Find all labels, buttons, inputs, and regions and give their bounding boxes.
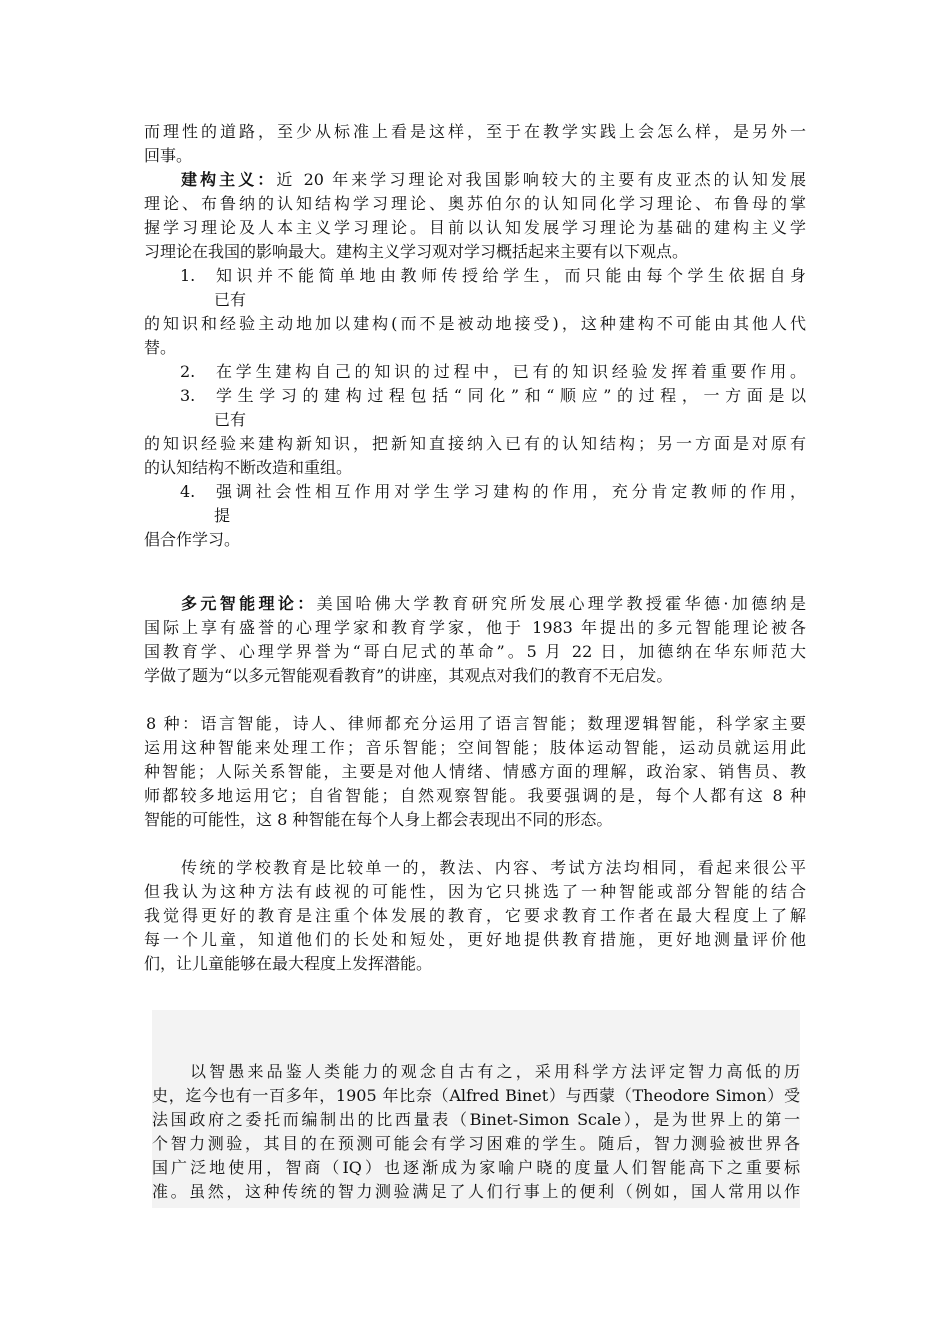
- document-body: [144, 120, 806, 976]
- paragraph-mi-first-line: [144, 592, 806, 616]
- list-item-wrap: 已有: [214, 410, 247, 429]
- text-line: 我觉得更好的教育是注重个体发展的教育，它要求教育工作者在最大程度上了解: [144, 906, 806, 925]
- text-line: 国际上享有盛誉的心理学家和教育学家，他于 1983 年提出的多元智能理论被各: [144, 618, 806, 637]
- text-line: 国教育学、心理学界誉为“哥白尼式的革命”。5 月 22 日，加德纳在华东师范大: [144, 642, 806, 661]
- text-line: 种智能；人际关系智能，主要是对他人情绪、情感方面的理解，政治家、销售员、教: [144, 762, 806, 781]
- text-line: 师都较多地运用它；自省智能；自然观察智能。我要强调的是，每个人都有这 8 种: [144, 786, 806, 805]
- text-span: 近 20 年来学习理论对我国影响较大的主要有皮亚杰的认知发展: [276, 170, 806, 189]
- text-line: 替。: [144, 338, 177, 357]
- heading-constructivism: 建构主义：: [181, 170, 277, 189]
- text-line: 国广泛地使用，智商（IQ）也逐渐成为家喻户晓的度量人们智能高下之重要标: [152, 1158, 800, 1177]
- list-item-wrap: 提: [214, 506, 231, 525]
- text-line: 的认知结构不断改造和重组。: [144, 458, 353, 477]
- text-line: 握学习理论及人本主义学习理论。目前以认知发展学习理论为基础的建构主义学: [144, 218, 806, 237]
- list-item-text: 强调社会性相互作用对学生学习建构的作用，充分肯定教师的作用，: [216, 482, 806, 501]
- list-item: [144, 264, 806, 288]
- text-line: 习理论在我国的影响最大。建构主义学习观对学习概括起来主要有以下观点。: [144, 242, 689, 261]
- list-item: [144, 360, 806, 384]
- text-line: 倡合作学习。: [144, 530, 241, 549]
- text-line: 而理性的道路，至少从标准上看是这样，至于在教学实践上会怎么样，是另外一: [144, 122, 806, 141]
- spacer: [144, 552, 806, 592]
- text-line: 智能的可能性，这 8 种智能在每个人身上都会表现出不同的形态。: [144, 810, 613, 829]
- list-item-wrap: 已有: [214, 290, 247, 309]
- text-line: 们，让儿童能够在最大程度上发挥潜能。: [144, 954, 433, 973]
- paragraph-constructivism-first-line: [144, 168, 806, 192]
- spacer: [144, 688, 806, 712]
- text-line: 个智力测验，其目的在预测可能会有学习困难的学生。随后，智力测验被世界各: [152, 1134, 800, 1153]
- list-item-text: 知识并不能简单地由教师传授给学生，而只能由每个学生依据自身: [216, 266, 806, 285]
- list-item: [144, 480, 806, 504]
- quote-block: [152, 1060, 800, 1204]
- text-span: 美国哈佛大学教育研究所发展心理学教授霍华德·加德纳是: [316, 594, 806, 613]
- text-line: 每一个儿童，知道他们的长处和短处，更好地提供教育措施，更好地测量评价他: [144, 930, 806, 949]
- list-number: 1.: [180, 266, 196, 285]
- list-item-text: 学生学习的建构过程包括“同化”和“顺应”的过程，一方面是以: [216, 386, 806, 405]
- text-line: 以智愚来品鉴人类能力的观念自古有之，采用科学方法评定智力高低的历: [190, 1062, 800, 1081]
- text-line: 8 种：语言智能，诗人、律师都充分运用了语言智能；数理逻辑智能，科学家主要: [146, 714, 806, 733]
- text-line: 法国政府之委托而编制出的比西量表（Binet-Simon Scale），是为世界上的第一: [152, 1110, 800, 1129]
- text-line: 回事。: [144, 146, 193, 165]
- text-line: 理论、布鲁纳的认知结构学习理论、奥苏伯尔的认知同化学习理论、布鲁母的掌: [144, 194, 806, 213]
- list-number: 4.: [180, 482, 196, 501]
- list-number: 3.: [180, 386, 196, 405]
- list-number: 2.: [180, 362, 196, 381]
- text-line: 的知识经验来建构新知识，把新知直接纳入已有的认知结构；另一方面是对原有: [144, 434, 806, 453]
- text-line: 的知识和经验主动地加以建构(而不是被动地接受)，这种建构不可能由其他人代: [144, 314, 806, 333]
- spacer: [144, 832, 806, 856]
- text-line: 但我认为这种方法有歧视的可能性，因为它只挑选了一种智能或部分智能的结合: [144, 882, 806, 901]
- text-line: 运用这种智能来处理工作；音乐智能；空间智能；肢体运动智能，运动员就运用此: [144, 738, 806, 757]
- text-line: 史，迄今也有一百多年，1905 年比奈（Alfred Binet）与西蒙（Theodore Simon）受: [152, 1086, 800, 1105]
- text-line: 准。虽然，这种传统的智力测验满足了人们行事上的便利（例如，国人常用以作: [152, 1182, 800, 1201]
- list-item: [144, 384, 806, 408]
- heading-multiple-intelligence: 多元智能理论：: [181, 594, 317, 613]
- text-line: 学做了题为“以多元智能观看教育”的讲座，其观点对我们的教育不无启发。: [144, 666, 673, 685]
- text-line: 传统的学校教育是比较单一的，教法、内容、考试方法均相同，看起来很公平: [181, 858, 806, 877]
- list-item-text: 在学生建构自己的知识的过程中，已有的知识经验发挥着重要作用。: [216, 362, 806, 381]
